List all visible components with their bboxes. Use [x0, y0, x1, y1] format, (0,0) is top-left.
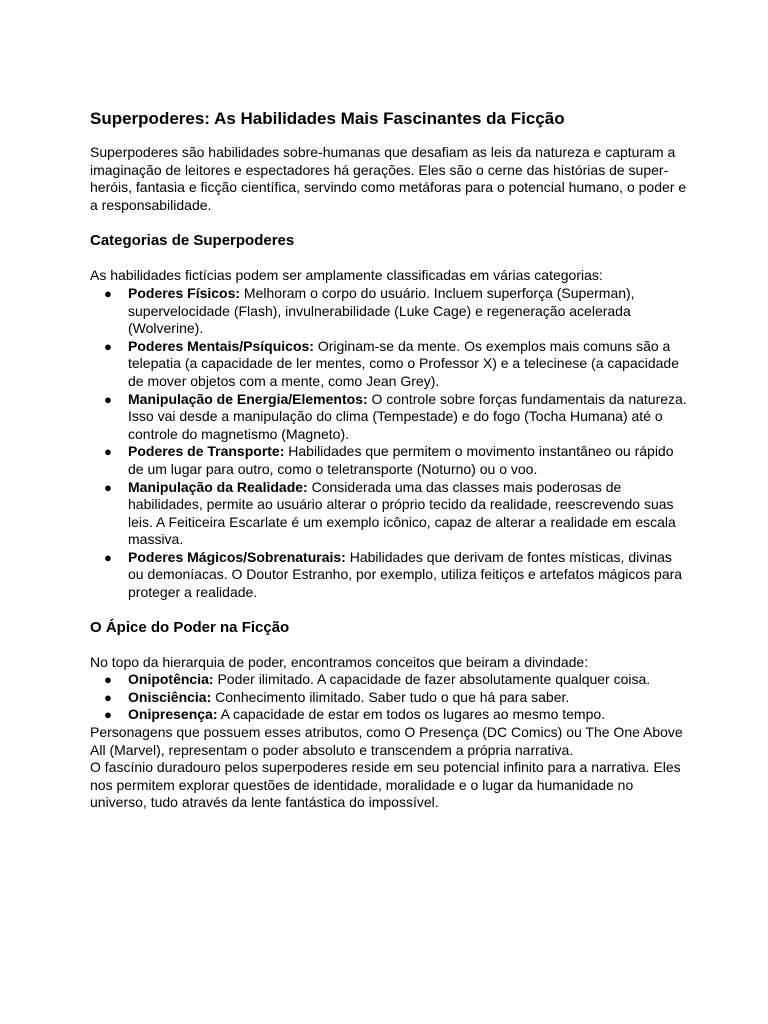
apex-lead: No topo da hierarquia de poder, encontramos conceitos que beiram a divindade:: [90, 653, 589, 670]
item-text: O controle sobre forças fundamentais da natureza. Isso vai desde a manipulação do clima (Tempestade) e do fogo (Tocha Humana) até o controle do magnetismo (Magneto).: [128, 390, 687, 442]
item-text: Conhecimento ilimitado. Saber tudo o que há para saber.: [211, 688, 570, 705]
item-text: Poder ilimitado. A capacidade de fazer absolutamente qualquer coisa.: [213, 671, 651, 688]
bullet-dot-icon: ●: [104, 444, 112, 460]
categories-heading: Categorias de Superpoderes: [90, 232, 295, 250]
item-term: Manipulação da Realidade:: [128, 478, 308, 495]
closing-paragraph-2: O fascínio duradouro pelos superpoderes reside em seu potencial infinito para a narrativa. Eles nos permitem explorar questões de identidade, moralidade e o lugar da humanidade no universo, tudo através da lente fantástica do impossível.: [90, 759, 681, 811]
list-item: [104, 688, 690, 707]
bullet-dot-icon: ●: [104, 391, 112, 407]
apex-heading: O Ápice do Poder na Ficção: [90, 618, 290, 636]
item-text: Habilidades que derivam de fontes místicas, divinas ou demoníacas. O Doutor Estranho, por exemplo, utiliza feitiços e artefatos mágicos para proteger a realidade.: [128, 548, 683, 601]
bullet-dot-icon: ●: [104, 479, 112, 495]
list-item: [104, 706, 690, 724]
item-text: A capacidade de estar em todos os lugares ao mesmo tempo.: [217, 706, 606, 723]
list-item: [104, 478, 690, 549]
item-text: Considerada uma das classes mais poderosas de habilidades, permite ao usuário alterar o próprio tecido da realidade, reescrevendo suas leis. A Feiticeira Escarlate é um exemplo icônico, capaz de alterar a realidade em escala massiva.: [128, 478, 676, 548]
list-item: [104, 671, 690, 689]
bullet-dot-icon: ●: [104, 338, 112, 354]
item-term: Onisciência:: [128, 688, 212, 705]
bullet-dot-icon: ●: [104, 549, 112, 565]
item-term: Onipresença:: [128, 706, 218, 723]
categories-list: [90, 285, 690, 602]
intro-paragraph: Superpoderes são habilidades sobre-humanas que desafiam as leis da natureza e capturam a imaginação de leitores e espectadores há gerações. Eles são o cerne das histórias de super-heróis, fantasia e ficção científica, servindo como metáforas para o potencial humano, o poder e a responsabilidade.: [90, 144, 687, 213]
list-item: [104, 443, 690, 478]
list-item: [104, 548, 690, 602]
item-text: Melhoram o corpo do usuário. Incluem superforça (Superman), supervelocidade (Flash), invulnerabilidade (Luke Cage) e regeneração acelerada (Wolverine).: [128, 284, 635, 337]
bullet-dot-icon: ●: [104, 689, 112, 705]
document-page: [90, 108, 690, 812]
closing-paragraph-1: Personagens que possuem esses atributos, como O Presença (DC Comics) ou The One Above All (Marvel), representam o poder absoluto e transcendem a própria narrativa.: [90, 724, 683, 758]
categories-lead: As habilidades fictícias podem ser amplamente classificadas em várias categorias:: [90, 267, 603, 284]
item-text: Originam-se da mente. Os exemplos mais comuns são a telepatia (a capacidade de ler mentes, como o Professor X) e a telecinese (a capacidade de mover objetos com a mente, como Jean Grey).: [128, 337, 679, 389]
item-text: Habilidades que permitem o movimento instantâneo ou rápido de um lugar para outro, como o teletransporte (Noturno) ou o voo.: [128, 443, 674, 477]
item-term: Onipotência:: [128, 671, 214, 688]
item-term: Poderes Físicos:: [128, 284, 241, 301]
list-item: [104, 337, 690, 391]
bullet-dot-icon: ●: [104, 707, 112, 723]
item-term: Poderes Mágicos/Sobrenaturais:: [128, 548, 346, 565]
item-term: Manipulação de Energia/Elementos:: [128, 390, 368, 407]
bullet-dot-icon: ●: [104, 285, 112, 301]
list-item: [104, 390, 690, 444]
bullet-dot-icon: ●: [104, 672, 112, 688]
list-item: [104, 284, 690, 338]
document-title: Superpoderes: As Habilidades Mais Fascinantes da Ficção: [90, 109, 565, 128]
item-term: Poderes Mentais/Psíquicos:: [128, 337, 314, 354]
apex-list: [90, 671, 690, 724]
item-term: Poderes de Transporte:: [128, 443, 285, 460]
